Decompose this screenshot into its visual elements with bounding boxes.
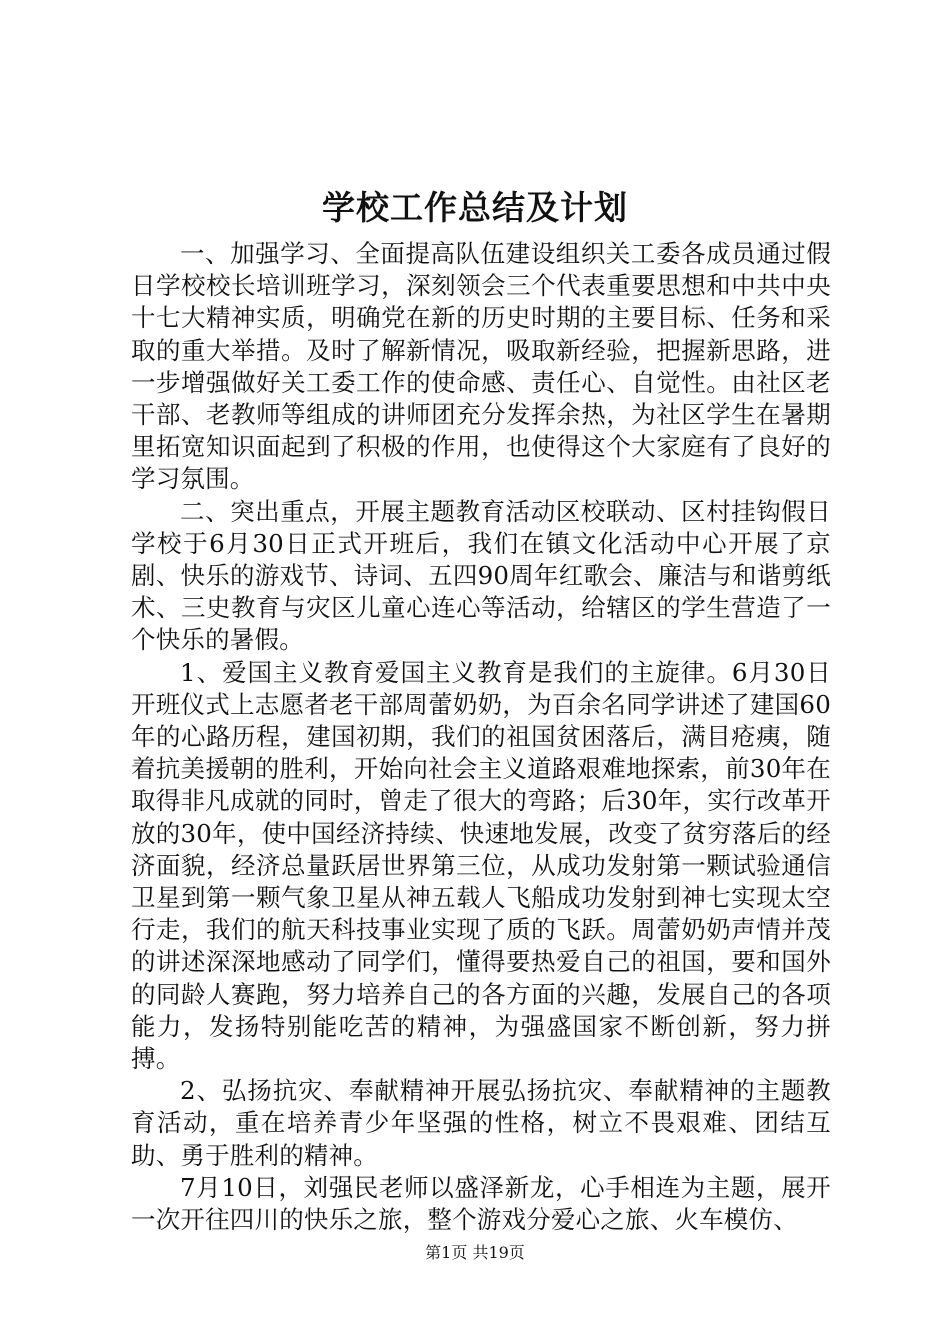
paragraph-1: 一、加强学习、全面提高队伍建设组织关工委各成员通过假日学校校长培训班学习，深刻领会三个代表重要思想和中共中央十七大精神实质，明确党在新的历史时期的主要目标、任务和采取的重大举措。及时了解新情况，吸取新经验，把握新思路，进一步增强做好关工委工作的使命感、责任心、自觉性。由社区老干部、老教师等组成的讲师团充分发挥余热，为社区学生在暑期里拓宽知识面起到了积极的作用，也使得这个大家庭有了良好的学习氛围。: [131, 239, 831, 494]
paragraph-2: 二、突出重点，开展主题教育活动区校联动、区村挂钩假日学校于6月30日正式开班后，我们在镇文化活动中心开展了京剧、快乐的游戏节、诗词、五四90周年红歌会、廉洁与和谐剪纸术、三史教育与灾区儿童心连心等活动，给辖区的学生营造了一个快乐的暑假。: [131, 496, 831, 655]
paragraph-3: 1、爱国主义教育爱国主义教育是我们的主旋律。6月30日开班仪式上志愿者老干部周蕾奶奶，为百余名同学讲述了建国60年的心路历程，建国初期，我们的祖国贫困落后，满目疮痍，随着抗美援朝的胜利，开始向社会主义道路艰难地探索，前30年在取得非凡成就的同时，曾走了很大的弯路；后30年，实行改革开放的30年，使中国经济持续、快速地发展，改变了贫穷落后的经济面貌，经济总量跃居世界第三位，从成功发射第一颗试验通信卫星到第一颗气象卫星从神五载人飞船成功发射到神七实现太空行走，我们的航天科技事业实现了质的飞跃。周蕾奶奶声情并茂的讲述深深地感动了同学们，懂得要热爱自己的祖国，要和国外的同龄人赛跑，努力培养自己的各方面的兴趣，发展自己的各项能力，发扬特别能吃苦的精神，为强盛国家不断创新，努力拼搏。: [131, 657, 831, 1074]
paragraph-4: 2、弘扬抗灾、奉献精神开展弘扬抗灾、奉献精神的主题教育活动，重在培养青少年坚强的性格，树立不畏艰难、团结互助、勇于胜利的精神。: [131, 1076, 831, 1170]
paragraph-5: 7月10日，刘强民老师以盛泽新龙，心手相连为主题，展开一次开往四川的快乐之旅，整个游戏分爱心之旅、火车模仿、: [131, 1172, 831, 1235]
document-title: 学校工作总结及计划: [322, 188, 628, 227]
document-body: [131, 238, 831, 1236]
page-number-footer: 第1页 共19页: [425, 1243, 525, 1262]
